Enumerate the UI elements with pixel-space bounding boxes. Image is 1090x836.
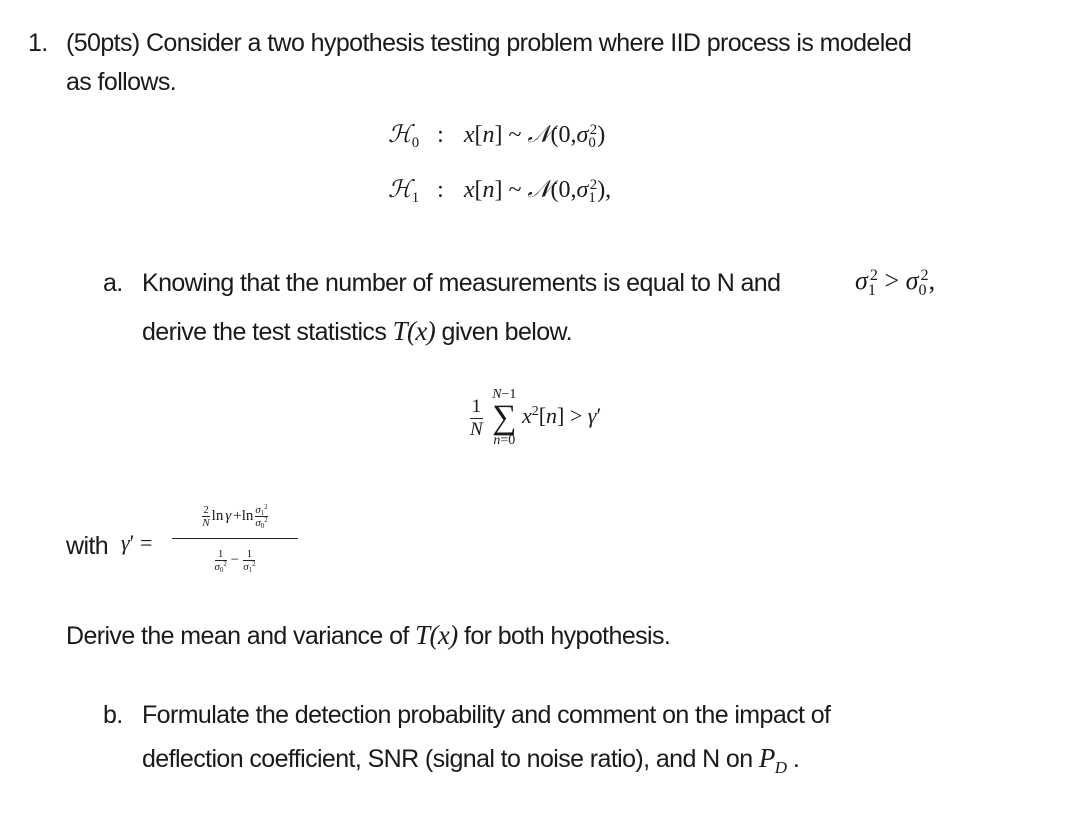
part-a-line2	[142, 316, 572, 347]
part-a-line2-pre: derive the test statistics	[142, 318, 387, 346]
part-a-label: a.	[103, 269, 123, 297]
derive-pre: Derive the mean and variance of	[66, 622, 409, 650]
test-statistic-symbol: T(x)	[392, 316, 436, 346]
one-over-n-fraction: $\frac{1}{N}$	[470, 395, 483, 440]
problem-intro-line2: as follows.	[66, 68, 177, 96]
part-b-line2-text: deflection coefficient, SNR (signal to noise ratio), and N on	[142, 745, 753, 773]
summation: N−1 ∑ n=0	[492, 387, 517, 448]
gamma-prime-label: γ′ =	[121, 530, 153, 555]
part-b-label: b.	[103, 701, 123, 729]
part-a-line1: Knowing that the number of measurements is equal to N and	[142, 269, 781, 297]
derive-stat-symbol: T(x)	[415, 620, 458, 650]
detection-probability-symbol: $P_D$	[758, 743, 787, 777]
part-b-period: .	[792, 745, 800, 773]
part-b-line1: Formulate the detection probability and comment on the impact of	[142, 701, 831, 729]
gamma-prime-fraction: $\frac{2}{N}$ ln γ +ln $\frac{\sigma_1^2}{\sigma_0^2}$ $\frac{1}{\sigma_0^2}$ − $\frac{1}{\sigma_1^2}$	[172, 494, 298, 581]
part-b-line2	[142, 743, 800, 777]
problem-number: 1.	[28, 29, 48, 57]
test-statistic-formula: $\frac{1}{N}$ N−1 ∑ n=0 $x^2[n] > \gamma'$	[470, 387, 602, 448]
derive-mean-variance	[66, 620, 670, 651]
derive-post: for both hypothesis.	[464, 622, 671, 650]
with-label: with	[66, 532, 109, 560]
hypothesis-h0: ℋ$_0$ : x[n] ~ $𝒩(0,\sigma_0^2)$	[388, 120, 606, 152]
part-a-line2-post: given below.	[441, 318, 572, 346]
hypothesis-h1: ℋ$_1$ : x[n] ~ $𝒩(0,\sigma_1^2)$,	[388, 175, 612, 207]
problem-intro-line1: (50pts) Consider a two hypothesis testing problem where IID process is modeled	[66, 29, 912, 57]
variance-condition: $\sigma_1^2 > \sigma_0^2$,	[855, 266, 936, 299]
